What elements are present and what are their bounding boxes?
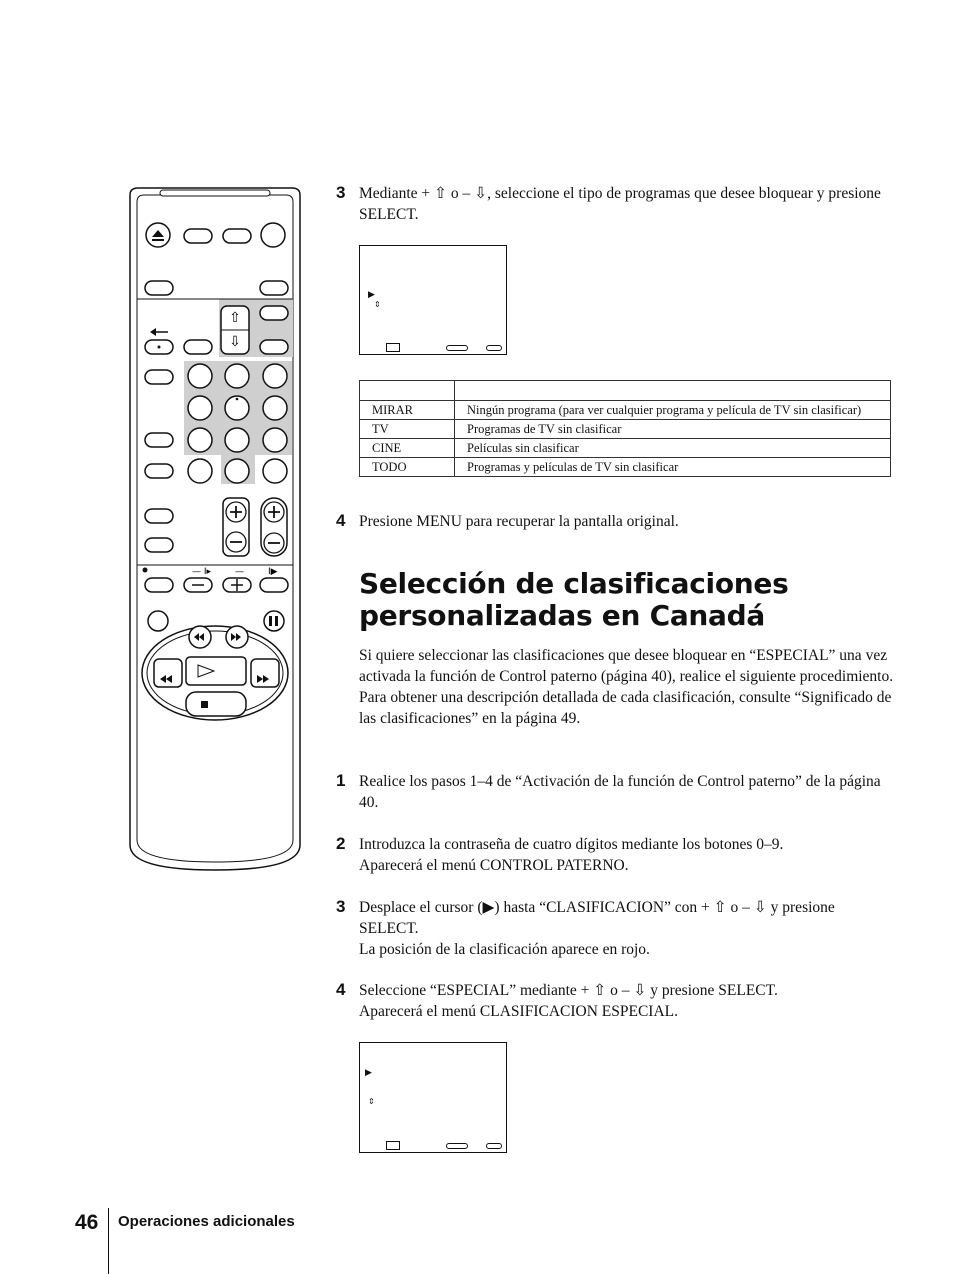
section-title	[359, 568, 919, 632]
step-block	[359, 834, 891, 876]
button-icon	[386, 343, 400, 352]
cursor-icon: ▶	[365, 1067, 372, 1077]
svg-text:— I▸: — I▸	[192, 567, 212, 577]
section-title-line: Selección de clasificaciones	[359, 567, 789, 600]
rating-cell: CINE	[360, 439, 455, 458]
description-cell: Programas y películas de TV sin clasificar	[455, 458, 891, 477]
description-cell: Ningún programa (para ver cualquier programa y película de TV sin clasificar)	[455, 401, 891, 420]
table-header-row	[360, 381, 891, 401]
step-number: 2	[336, 834, 346, 853]
step-subtext: Aparecerá el menú CLASIFICACION ESPECIAL.	[359, 1003, 678, 1020]
step-text: Presione MENU para recuperar la pantalla original.	[359, 513, 679, 530]
svg-text:⇧: ⇧	[229, 310, 241, 326]
tv-menu-screen	[359, 1042, 507, 1153]
updown-icon: ⇕	[374, 300, 381, 309]
intro-text: Para obtener una descripción detallada de cada clasificación, consulte “Significado de las clasificaciones” en la página 49.	[359, 689, 892, 727]
intro-text: Si quiere seleccionar las clasificaciones que desee bloquear en “ESPECIAL” una vez activada la función de Control paterno (página 40), realice el siguiente procedimiento.	[359, 647, 894, 685]
step-block	[359, 897, 891, 960]
step-number: 4	[336, 511, 346, 530]
description-cell: Películas sin clasificar	[455, 439, 891, 458]
step-text: Introduzca la contraseña de cuatro dígitos mediante los botones 0–9.	[359, 836, 784, 853]
updown-icon: ⇕	[368, 1097, 375, 1106]
step-number: 3	[336, 183, 346, 202]
svg-text:I▶: I▶	[268, 567, 278, 577]
step-number: 3	[336, 897, 346, 916]
rating-cell: MIRAR	[360, 401, 455, 420]
svg-text:⇩: ⇩	[229, 334, 241, 350]
step-number: 1	[336, 771, 346, 790]
step-text: Realice los pasos 1–4 de “Activación de la función de Control paterno” de la página 40.	[359, 773, 881, 811]
table-row	[360, 458, 891, 477]
step-subtext: Aparecerá el menú CONTROL PATERNO.	[359, 857, 629, 874]
table-row	[360, 439, 891, 458]
intro-paragraph	[359, 645, 899, 729]
table-row	[360, 401, 891, 420]
section-title-line: personalizadas en Canadá	[359, 599, 765, 632]
rating-cell: TV	[360, 420, 455, 439]
step-block	[359, 980, 891, 1022]
step-text: Mediante + ⇧ o – ⇩, seleccione el tipo de programas que desee bloquear y presione SELECT.	[359, 185, 881, 223]
step-number: 4	[336, 980, 346, 999]
footer-section-name: Operaciones adicionales	[118, 1213, 295, 1230]
menu-icon	[486, 345, 502, 351]
footer-divider	[108, 1208, 109, 1274]
step-text: Seleccione “ESPECIAL” mediante + ⇧ o – ⇩ y presione SELECT.	[359, 982, 778, 999]
cursor-icon: ▶	[368, 289, 375, 299]
svg-text:—: —	[235, 567, 244, 577]
table-row	[360, 420, 891, 439]
description-cell: Programas de TV sin clasificar	[455, 420, 891, 439]
button-icon	[386, 1141, 400, 1150]
ratings-table	[359, 380, 891, 477]
rating-cell: TODO	[360, 458, 455, 477]
step-subtext: La posición de la clasificación aparece en rojo.	[359, 941, 650, 958]
remote-control-illustration	[120, 180, 310, 880]
step-text: Desplace el cursor (▶) hasta “CLASIFICACION” con + ⇧ o – ⇩ y presione SELECT.	[359, 899, 835, 937]
page-number: 46	[75, 1211, 99, 1234]
select-icon	[446, 1143, 468, 1149]
menu-icon	[486, 1143, 502, 1149]
select-icon	[446, 345, 468, 351]
tv-menu-screen	[359, 245, 507, 355]
